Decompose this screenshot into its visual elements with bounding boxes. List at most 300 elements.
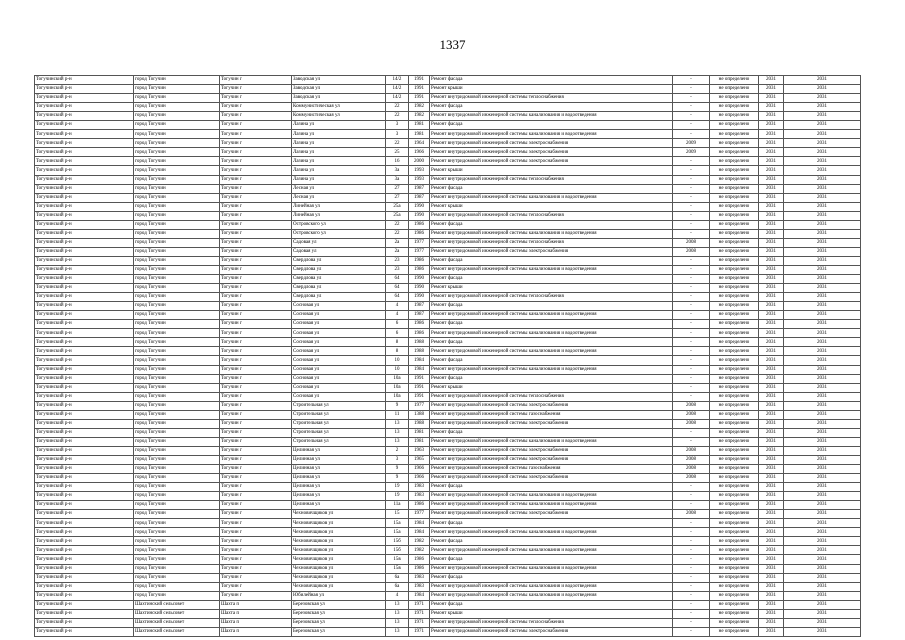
cell-district: Тогучинский р-н <box>35 175 134 184</box>
cell-build-year: 1986 <box>409 329 430 338</box>
cell-work-type: Ремонт внутридомовой инженерной системы электроснабжения <box>430 510 673 519</box>
cell-plan-from: 2031 <box>759 465 784 474</box>
cell-district: Тогучинский р-н <box>35 501 134 510</box>
cell-street: Целинная ул <box>292 483 386 492</box>
cell-house-number: 3а <box>386 175 409 184</box>
cell-cost: не определено <box>710 492 759 501</box>
cell-work-type: Ремонт фасада <box>430 320 673 329</box>
cell-cost: не определено <box>710 247 759 256</box>
cell-house-number: 2а <box>386 247 409 256</box>
cell-plan-to: 2031 <box>784 103 861 112</box>
table-row <box>35 401 861 410</box>
cell-cost: не определено <box>710 338 759 347</box>
cell-cost: не определено <box>710 193 759 202</box>
cell-last-repair-year: 2008 <box>673 419 710 428</box>
cell-settlement: Тогучин г <box>220 112 292 121</box>
cell-work-type: Ремонт крыши <box>430 383 673 392</box>
cell-house-number: 15в <box>386 564 409 573</box>
cell-plan-to: 2031 <box>784 238 861 247</box>
cell-municipality: город Тогучин <box>134 85 220 94</box>
cell-cost: не определено <box>710 139 759 148</box>
table-row <box>35 564 861 573</box>
cell-work-type: Ремонт фасада <box>430 103 673 112</box>
cell-build-year: 1987 <box>409 184 430 193</box>
cell-house-number: 4 <box>386 311 409 320</box>
cell-last-repair-year: - <box>673 338 710 347</box>
cell-plan-to: 2031 <box>784 374 861 383</box>
cell-municipality: город Тогучин <box>134 419 220 428</box>
cell-street: Чехновичщиков ул <box>292 519 386 528</box>
cell-last-repair-year: - <box>673 564 710 573</box>
cell-plan-from: 2031 <box>759 238 784 247</box>
cell-street: Целинная ул <box>292 492 386 501</box>
cell-cost: не определено <box>710 275 759 284</box>
table-row <box>35 365 861 374</box>
cell-last-repair-year: 2008 <box>673 474 710 483</box>
cell-municipality: город Тогучин <box>134 510 220 519</box>
cell-municipality: город Тогучин <box>134 455 220 464</box>
table-row <box>35 103 861 112</box>
cell-house-number: 2 <box>386 446 409 455</box>
cell-last-repair-year: 2008 <box>673 410 710 419</box>
cell-settlement: Тогучин г <box>220 175 292 184</box>
cell-cost: не определено <box>710 591 759 600</box>
cell-settlement: Тогучин г <box>220 437 292 446</box>
cell-district: Тогучинский р-н <box>35 247 134 256</box>
cell-work-type: Ремонт внутридомовой инженерной системы газоснабжения <box>430 465 673 474</box>
cell-work-type: Ремонт внутридомовой инженерной системы канализования и водоотведения <box>430 582 673 591</box>
cell-build-year: 1963 <box>409 446 430 455</box>
cell-cost: не определено <box>710 609 759 618</box>
cell-last-repair-year: - <box>673 311 710 320</box>
table-row <box>35 392 861 401</box>
cell-last-repair-year: - <box>673 555 710 564</box>
table-row <box>35 130 861 139</box>
cell-cost: не определено <box>710 85 759 94</box>
cell-work-type: Ремонт внутридомовой инженерной системы электроснабжения <box>430 446 673 455</box>
cell-street: Сосновая ул <box>292 365 386 374</box>
cell-municipality: Шахтинский сельсовет <box>134 618 220 627</box>
cell-street: Садовая ул <box>292 247 386 256</box>
cell-municipality: Шахтинский сельсовет <box>134 600 220 609</box>
cell-settlement: Тогучин г <box>220 320 292 329</box>
cell-house-number: 13 <box>386 618 409 627</box>
cell-district: Тогучинский р-н <box>35 600 134 609</box>
cell-plan-to: 2031 <box>784 220 861 229</box>
cell-house-number: 15 <box>386 510 409 519</box>
cell-settlement: Тогучин г <box>220 537 292 546</box>
cell-district: Тогучинский р-н <box>35 419 134 428</box>
cell-municipality: город Тогучин <box>134 166 220 175</box>
cell-house-number: 13 <box>386 437 409 446</box>
cell-work-type: Ремонт внутридомовой инженерной системы теплоснабжения <box>430 238 673 247</box>
cell-street: Березовская ул <box>292 627 386 636</box>
cell-build-year: 1984 <box>409 365 430 374</box>
cell-municipality: город Тогучин <box>134 94 220 103</box>
cell-house-number: 10 <box>386 356 409 365</box>
cell-work-type: Ремонт внутридомовой инженерной системы газоснабжения <box>430 410 673 419</box>
cell-settlement: Тогучин г <box>220 555 292 564</box>
cell-settlement: Тогучин г <box>220 338 292 347</box>
cell-municipality: город Тогучин <box>134 519 220 528</box>
table-row <box>35 76 861 85</box>
cell-build-year: 1991 <box>409 383 430 392</box>
cell-plan-to: 2031 <box>784 410 861 419</box>
cell-street: Сосновая ул <box>292 392 386 401</box>
table-row <box>35 428 861 437</box>
cell-municipality: город Тогучин <box>134 465 220 474</box>
cell-settlement: Тогучин г <box>220 546 292 555</box>
cell-plan-from: 2031 <box>759 329 784 338</box>
cell-house-number: 9 <box>386 401 409 410</box>
cell-last-repair-year: - <box>673 573 710 582</box>
cell-district: Тогучинский р-н <box>35 564 134 573</box>
table-row <box>35 184 861 193</box>
cell-settlement: Тогучин г <box>220 428 292 437</box>
cell-work-type: Ремонт внутридомовой инженерной системы канализования и водоотведения <box>430 591 673 600</box>
cell-build-year: 1966 <box>409 474 430 483</box>
cell-street: Островского ул <box>292 220 386 229</box>
table-row <box>35 193 861 202</box>
cell-district: Тогучинский р-н <box>35 582 134 591</box>
cell-build-year: 1981 <box>409 130 430 139</box>
cell-plan-from: 2031 <box>759 175 784 184</box>
cell-plan-to: 2031 <box>784 130 861 139</box>
cell-plan-from: 2031 <box>759 446 784 455</box>
cell-municipality: город Тогучин <box>134 103 220 112</box>
cell-work-type: Ремонт внутридомовой инженерной системы электроснабжения <box>430 157 673 166</box>
cell-settlement: Тогучин г <box>220 356 292 365</box>
cell-municipality: город Тогучин <box>134 582 220 591</box>
table-row <box>35 609 861 618</box>
cell-cost: не определено <box>710 510 759 519</box>
cell-settlement: Тогучин г <box>220 229 292 238</box>
cell-plan-from: 2031 <box>759 410 784 419</box>
cell-district: Тогучинский р-н <box>35 94 134 103</box>
cell-cost: не определено <box>710 166 759 175</box>
cell-cost: не определено <box>710 347 759 356</box>
cell-plan-to: 2031 <box>784 94 861 103</box>
cell-house-number: 6 <box>386 320 409 329</box>
cell-cost: не определено <box>710 519 759 528</box>
repair-registry-table <box>34 75 861 637</box>
cell-build-year: 1991 <box>409 392 430 401</box>
cell-house-number: 64 <box>386 275 409 284</box>
cell-plan-to: 2031 <box>784 365 861 374</box>
cell-cost: не определено <box>710 537 759 546</box>
cell-build-year: 1977 <box>409 401 430 410</box>
cell-municipality: город Тогучин <box>134 202 220 211</box>
cell-work-type: Ремонт внутридомовой инженерной системы канализования и водоотведения <box>430 130 673 139</box>
cell-work-type: Ремонт фасада <box>430 220 673 229</box>
cell-cost: не определено <box>710 265 759 274</box>
cell-last-repair-year: - <box>673 501 710 510</box>
table-row <box>35 419 861 428</box>
cell-house-number: 13 <box>386 600 409 609</box>
cell-house-number: 23 <box>386 265 409 274</box>
cell-cost: не определено <box>710 76 759 85</box>
cell-plan-from: 2031 <box>759 311 784 320</box>
cell-last-repair-year: - <box>673 365 710 374</box>
cell-municipality: город Тогучин <box>134 365 220 374</box>
cell-plan-from: 2031 <box>759 510 784 519</box>
cell-house-number: 13 <box>386 428 409 437</box>
cell-plan-from: 2031 <box>759 483 784 492</box>
cell-plan-to: 2031 <box>784 437 861 446</box>
cell-municipality: город Тогучин <box>134 76 220 85</box>
cell-plan-from: 2031 <box>759 166 784 175</box>
cell-plan-to: 2031 <box>784 193 861 202</box>
cell-cost: не определено <box>710 112 759 121</box>
cell-plan-from: 2031 <box>759 392 784 401</box>
cell-street: Сосновая ул <box>292 374 386 383</box>
cell-plan-to: 2031 <box>784 528 861 537</box>
cell-plan-from: 2031 <box>759 293 784 302</box>
cell-work-type: Ремонт крыши <box>430 166 673 175</box>
cell-street: Островского ул <box>292 229 386 238</box>
cell-cost: не определено <box>710 419 759 428</box>
cell-district: Тогучинский р-н <box>35 627 134 636</box>
table-row <box>35 85 861 94</box>
cell-build-year: 1971 <box>409 627 430 636</box>
cell-build-year: 2000 <box>409 157 430 166</box>
cell-last-repair-year: - <box>673 537 710 546</box>
cell-cost: не определено <box>710 103 759 112</box>
cell-work-type: Ремонт внутридомовой инженерной системы теплоснабжения <box>430 618 673 627</box>
cell-plan-from: 2031 <box>759 202 784 211</box>
cell-district: Тогучинский р-н <box>35 211 134 220</box>
cell-street: Чехновичщиков ул <box>292 564 386 573</box>
cell-last-repair-year: - <box>673 220 710 229</box>
cell-work-type: Ремонт внутридомовой инженерной системы электроснабжения <box>430 455 673 464</box>
table-row <box>35 591 861 600</box>
cell-municipality: город Тогучин <box>134 247 220 256</box>
cell-plan-from: 2031 <box>759 537 784 546</box>
cell-build-year: 1977 <box>409 510 430 519</box>
cell-last-repair-year: 2008 <box>673 455 710 464</box>
cell-work-type: Ремонт внутридомовой инженерной системы канализования и водоотведения <box>430 437 673 446</box>
cell-street: Юбилейная ул <box>292 591 386 600</box>
cell-plan-to: 2031 <box>784 139 861 148</box>
cell-municipality: Шахтинский сельсовет <box>134 609 220 618</box>
cell-district: Тогучинский р-н <box>35 320 134 329</box>
cell-street: Березовская ул <box>292 609 386 618</box>
cell-last-repair-year: 2008 <box>673 238 710 247</box>
cell-work-type: Ремонт внутридомовой инженерной системы канализования и водоотведения <box>430 229 673 238</box>
cell-work-type: Ремонт внутридомовой инженерной системы теплоснабжения <box>430 392 673 401</box>
cell-build-year: 1986 <box>409 501 430 510</box>
cell-plan-from: 2031 <box>759 356 784 365</box>
cell-plan-from: 2031 <box>759 284 784 293</box>
cell-district: Тогучинский р-н <box>35 329 134 338</box>
cell-last-repair-year: - <box>673 519 710 528</box>
cell-municipality: город Тогучин <box>134 546 220 555</box>
cell-build-year: 1971 <box>409 618 430 627</box>
cell-district: Тогучинский р-н <box>35 591 134 600</box>
cell-plan-from: 2031 <box>759 247 784 256</box>
cell-district: Тогучинский р-н <box>35 383 134 392</box>
cell-settlement: Тогучин г <box>220 130 292 139</box>
cell-plan-to: 2031 <box>784 582 861 591</box>
cell-district: Тогучинский р-н <box>35 275 134 284</box>
cell-work-type: Ремонт фасада <box>430 275 673 284</box>
table-row <box>35 347 861 356</box>
cell-cost: не определено <box>710 302 759 311</box>
cell-work-type: Ремонт фасада <box>430 302 673 311</box>
cell-cost: не определено <box>710 392 759 401</box>
cell-district: Тогучинский р-н <box>35 410 134 419</box>
cell-cost: не определено <box>710 238 759 247</box>
cell-plan-to: 2031 <box>784 157 861 166</box>
cell-build-year: 1993 <box>409 175 430 184</box>
cell-last-repair-year: - <box>673 320 710 329</box>
cell-street: Свердлова ул <box>292 265 386 274</box>
cell-last-repair-year: - <box>673 256 710 265</box>
cell-house-number: 22 <box>386 103 409 112</box>
cell-last-repair-year: - <box>673 383 710 392</box>
cell-street: Сосновая ул <box>292 320 386 329</box>
cell-cost: не определено <box>710 229 759 238</box>
cell-plan-to: 2031 <box>784 76 861 85</box>
cell-district: Тогучинский р-н <box>35 356 134 365</box>
cell-build-year: 1984 <box>409 591 430 600</box>
cell-municipality: город Тогучин <box>134 347 220 356</box>
cell-street: Лазина ул <box>292 139 386 148</box>
cell-street: Чехновичщиков ул <box>292 573 386 582</box>
cell-work-type: Ремонт фасада <box>430 537 673 546</box>
cell-work-type: Ремонт крыши <box>430 202 673 211</box>
cell-last-repair-year: - <box>673 618 710 627</box>
cell-street: Строительная ул <box>292 419 386 428</box>
cell-settlement: Тогучин г <box>220 347 292 356</box>
cell-municipality: город Тогучин <box>134 256 220 265</box>
cell-cost: не определено <box>710 220 759 229</box>
cell-plan-to: 2031 <box>784 555 861 564</box>
cell-settlement: Тогучин г <box>220 265 292 274</box>
cell-municipality: город Тогучин <box>134 401 220 410</box>
cell-cost: не определено <box>710 202 759 211</box>
cell-plan-to: 2031 <box>784 510 861 519</box>
cell-plan-from: 2031 <box>759 365 784 374</box>
cell-work-type: Ремонт внутридомовой инженерной системы канализования и водоотведения <box>430 365 673 374</box>
cell-work-type: Ремонт фасада <box>430 483 673 492</box>
cell-cost: не определено <box>710 211 759 220</box>
table-row <box>35 121 861 130</box>
cell-street: Лазина ул <box>292 148 386 157</box>
cell-build-year: 1984 <box>409 528 430 537</box>
cell-work-type: Ремонт внутридомовой инженерной системы канализования и водоотведения <box>430 329 673 338</box>
cell-cost: не определено <box>710 284 759 293</box>
cell-house-number: 22 <box>386 220 409 229</box>
cell-municipality: город Тогучин <box>134 474 220 483</box>
cell-plan-to: 2031 <box>784 446 861 455</box>
cell-street: Свердлова ул <box>292 256 386 265</box>
cell-cost: не определено <box>710 483 759 492</box>
cell-municipality: город Тогучин <box>134 537 220 546</box>
cell-cost: не определено <box>710 383 759 392</box>
cell-cost: не определено <box>710 329 759 338</box>
cell-plan-from: 2031 <box>759 193 784 202</box>
cell-cost: не определено <box>710 148 759 157</box>
cell-cost: не определено <box>710 555 759 564</box>
table-row <box>35 555 861 564</box>
cell-street: Сосновая ул <box>292 329 386 338</box>
cell-settlement: Шахта п <box>220 609 292 618</box>
cell-work-type: Ремонт внутридомовой инженерной системы канализования и водоотведения <box>430 492 673 501</box>
cell-settlement: Тогучин г <box>220 256 292 265</box>
cell-municipality: город Тогучин <box>134 446 220 455</box>
table-row <box>35 265 861 274</box>
cell-build-year: 1984 <box>409 519 430 528</box>
cell-settlement: Тогучин г <box>220 166 292 175</box>
cell-last-repair-year: - <box>673 591 710 600</box>
table-row <box>35 329 861 338</box>
cell-last-repair-year: - <box>673 284 710 293</box>
cell-build-year: 1982 <box>409 537 430 546</box>
cell-plan-from: 2031 <box>759 347 784 356</box>
cell-district: Тогучинский р-н <box>35 338 134 347</box>
cell-build-year: 1986 <box>409 265 430 274</box>
cell-house-number: 2а <box>386 238 409 247</box>
cell-cost: не определено <box>710 501 759 510</box>
cell-street: Лесная ул <box>292 184 386 193</box>
cell-plan-to: 2031 <box>784 211 861 220</box>
cell-house-number: 25а <box>386 211 409 220</box>
cell-work-type: Ремонт фасада <box>430 121 673 130</box>
table-row <box>35 247 861 256</box>
cell-municipality: город Тогучин <box>134 211 220 220</box>
cell-municipality: город Тогучин <box>134 501 220 510</box>
cell-district: Тогучинский р-н <box>35 618 134 627</box>
cell-district: Тогучинский р-н <box>35 193 134 202</box>
table-row <box>35 293 861 302</box>
cell-settlement: Тогучин г <box>220 519 292 528</box>
cell-municipality: город Тогучин <box>134 175 220 184</box>
cell-plan-to: 2031 <box>784 519 861 528</box>
cell-municipality: город Тогучин <box>134 410 220 419</box>
cell-settlement: Тогучин г <box>220 410 292 419</box>
cell-plan-from: 2031 <box>759 85 784 94</box>
cell-plan-to: 2031 <box>784 293 861 302</box>
cell-plan-from: 2031 <box>759 94 784 103</box>
cell-work-type: Ремонт внутридомовой инженерной системы теплоснабжения <box>430 94 673 103</box>
cell-municipality: город Тогучин <box>134 492 220 501</box>
cell-work-type: Ремонт внутридомовой инженерной системы электроснабжения <box>430 627 673 636</box>
cell-settlement: Тогучин г <box>220 374 292 383</box>
cell-plan-to: 2031 <box>784 618 861 627</box>
cell-district: Тогучинский р-н <box>35 121 134 130</box>
cell-last-repair-year: - <box>673 627 710 636</box>
cell-cost: не определено <box>710 564 759 573</box>
cell-house-number: 3а <box>386 166 409 175</box>
cell-last-repair-year: - <box>673 193 710 202</box>
cell-build-year: 1988 <box>409 338 430 347</box>
cell-plan-from: 2031 <box>759 338 784 347</box>
cell-plan-from: 2031 <box>759 157 784 166</box>
table-row <box>35 229 861 238</box>
cell-street: Коммунистическая ул <box>292 112 386 121</box>
cell-work-type: Ремонт внутридомовой инженерной системы теплоснабжения <box>430 175 673 184</box>
cell-plan-to: 2031 <box>784 483 861 492</box>
cell-plan-to: 2031 <box>784 121 861 130</box>
cell-house-number: 6а <box>386 582 409 591</box>
cell-last-repair-year: - <box>673 157 710 166</box>
cell-street: Сосновая ул <box>292 383 386 392</box>
cell-house-number: 15а <box>386 519 409 528</box>
cell-house-number: 27 <box>386 184 409 193</box>
cell-house-number: 8 <box>386 347 409 356</box>
cell-plan-from: 2031 <box>759 582 784 591</box>
